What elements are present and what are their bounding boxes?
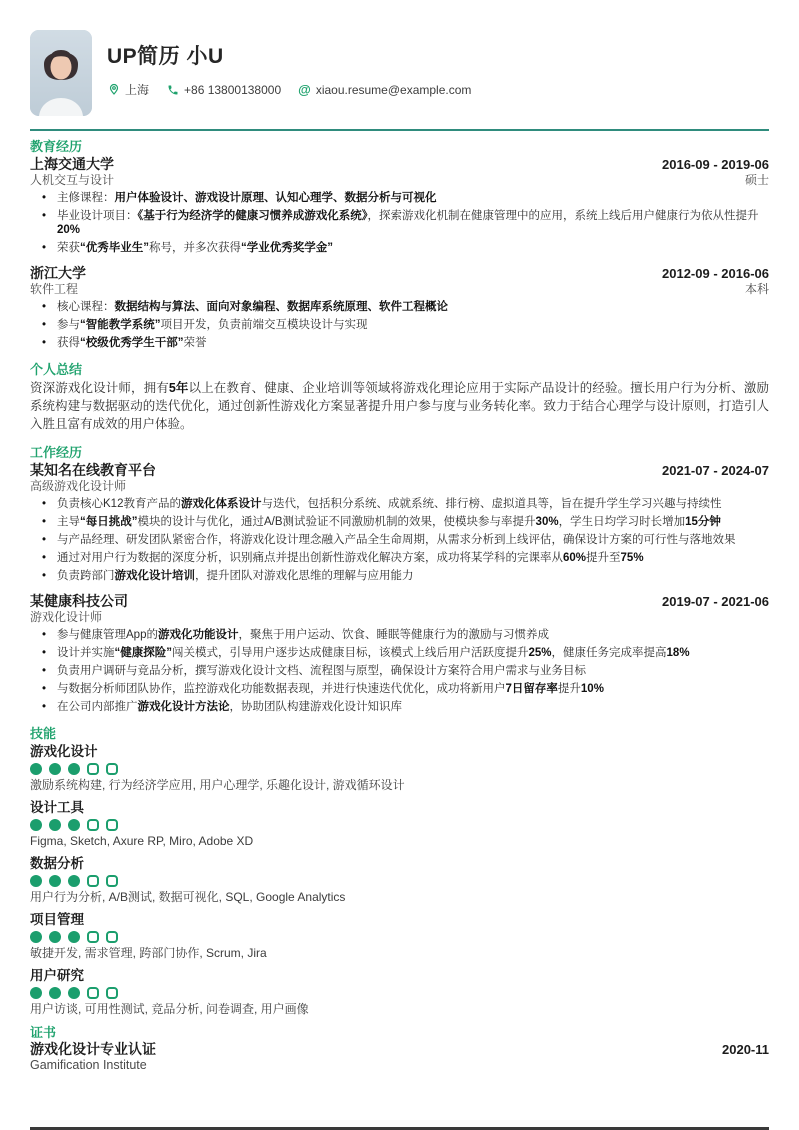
skill-dot-empty: [106, 931, 118, 943]
text-segment: ，提升团队对游戏化思维的理解与应用能力: [195, 570, 414, 582]
degree-label: 本科: [744, 282, 769, 296]
skill-dot-filled: [49, 763, 61, 775]
text-segment: 与数据分析师团队协作，监控游戏化功能数据表现，并进行快速迭代优化，成功将新用户: [57, 683, 506, 695]
skill-dot-filled: [30, 819, 42, 831]
text-segment: 通过对用户行为数据的深度分析，识别痛点并提出创新性游戏化解决方案，成功将某学科的完课率从: [57, 552, 563, 564]
role-label: 高级游戏化设计师: [30, 479, 127, 493]
text-segment: 以上在教育、健康、企业培训等领域将游戏化理论应用于实际产品设计的经验。擅长用户行为分析、激励系统构建与数据驱动的迭代优化，通过创新性游戏化方案显著提升用户参与度与业务转化率。致力于结合心理学与设计原则，打造引人入胜且富有成效的用户体验。: [30, 381, 769, 431]
date-range: 2019-07 - 2021-06: [662, 594, 769, 609]
text-segment: 参与健康管理App的: [57, 629, 158, 641]
emphasis-text: 18%: [666, 647, 690, 659]
phone-text: +86 13800138000: [184, 82, 282, 97]
contact-location: [107, 81, 149, 98]
company-name: 某健康科技公司: [30, 593, 128, 609]
skill-level-dots: [30, 875, 769, 887]
emphasis-text: “优秀毕业生”: [80, 242, 149, 254]
skill-keywords: 激励系统构建, 行为经济学应用, 用户心理学, 乐趣化设计, 游戏循环设计: [30, 778, 405, 792]
bullet-item: [57, 497, 769, 511]
location-pin-icon: [107, 83, 120, 96]
text-segment: ，学生日均学习时长增加: [558, 516, 686, 528]
summary-paragraph: [30, 379, 769, 433]
resume-header: [30, 0, 769, 116]
text-segment: ，探索游戏化机制在健康管理中的应用，系统上线后用户健康行为依从性提升: [367, 210, 759, 222]
skill-dot-empty: [87, 875, 99, 887]
certificate-name: 游戏化设计专业认证: [30, 1041, 156, 1057]
text-segment: 闯关模式，引导用户逐步达成健康目标，该模式上线后用户活跃度提升: [172, 647, 529, 659]
header-divider: [30, 129, 769, 131]
emphasis-text: 用户体验设计、游戏设计原理、认知心理学、数据分析与可视化: [114, 192, 437, 204]
bullet-item: [57, 191, 769, 205]
skill-item: [30, 967, 769, 1017]
text-segment: ，健康任务完成率提高: [551, 647, 667, 659]
text-segment: 参与: [57, 319, 80, 331]
bullet-item: [57, 241, 769, 255]
skill-name: 游戏化设计: [30, 744, 98, 759]
bullet-item: [57, 569, 769, 583]
skill-dot-filled: [68, 987, 80, 999]
emphasis-text: “智能教学系统”: [80, 319, 161, 331]
section-work: [30, 445, 769, 714]
skill-dot-empty: [87, 819, 99, 831]
section-title-work: 工作经历: [30, 445, 83, 460]
education-entry: [30, 265, 769, 350]
skill-dot-filled: [30, 875, 42, 887]
skill-dot-filled: [49, 875, 61, 887]
section-title-education: 教育经历: [30, 139, 83, 154]
skill-level-dots: [30, 987, 769, 999]
emphasis-text: 10%: [580, 683, 604, 695]
emphasis-text: 7日留存率: [505, 683, 558, 695]
text-segment: 负责用户调研与竞品分析，撰写游戏化设计文档、流程图与原型，确保设计方案符合用户需求与业务目标: [57, 665, 586, 677]
skill-level-dots: [30, 763, 769, 775]
date-range: 2012-09 - 2016-06: [662, 266, 769, 281]
bullet-item: [57, 533, 769, 547]
skill-keywords: 用户行为分析, A/B测试, 数据可视化, SQL, Google Analytics: [30, 890, 346, 904]
skill-keywords: 用户访谈, 可用性测试, 竞品分析, 问卷调查, 用户画像: [30, 1002, 309, 1016]
skill-keywords: 敏捷开发, 需求管理, 跨部门协作, Scrum, Jira: [30, 946, 267, 960]
phone-icon: [166, 83, 179, 96]
emphasis-text: 游戏化体系设计: [180, 498, 262, 510]
bullet-list: [30, 300, 769, 350]
skill-dot-filled: [49, 819, 61, 831]
text-segment: 主导: [57, 516, 80, 528]
company-name: 某知名在线教育平台: [30, 462, 156, 478]
work-entry: [30, 462, 769, 583]
emphasis-text: 游戏化设计培训: [114, 570, 195, 582]
skill-dot-filled: [68, 763, 80, 775]
text-segment: ，聚焦于用户运动、饮食、睡眠等健康行为的激励与习惯养成: [238, 629, 549, 641]
text-segment: 提升: [557, 683, 581, 695]
bullet-item: [57, 682, 769, 696]
text-segment: 模块的设计与优化，通过A/B测试验证不同激励机制的效果，使模块参与率提升: [137, 516, 536, 528]
section-certificates: [30, 1025, 769, 1073]
emphasis-text: 20%: [57, 224, 81, 236]
skill-item: [30, 743, 769, 793]
emphasis-text: 75%: [620, 552, 644, 564]
text-segment: 负责核心K12教育产品的: [57, 498, 181, 510]
emphasis-text: “健康探险”: [114, 647, 172, 659]
skill-dot-filled: [30, 763, 42, 775]
degree-label: 硕士: [744, 173, 769, 187]
location-text: 上海: [125, 83, 150, 97]
bullet-item: [57, 300, 769, 314]
skill-item: [30, 799, 769, 849]
contact-phone: [166, 83, 281, 97]
skill-dot-filled: [49, 931, 61, 943]
skill-level-dots: [30, 819, 769, 831]
text-segment: 毕业设计项目：: [57, 210, 138, 222]
text-segment: 主修课程：: [57, 192, 115, 204]
emphasis-text: 25%: [528, 647, 552, 659]
text-segment: 与产品经理、研发团队紧密合作，将游戏化设计理念融入产品全生命周期，从需求分析到上线评估，确保设计方案的可行性与落地效果: [57, 534, 736, 546]
skill-name: 数据分析: [30, 856, 84, 871]
candidate-name: UP简历 小U: [107, 45, 224, 68]
text-segment: 资深游戏化设计师，拥有: [30, 381, 169, 395]
bullet-item: [57, 646, 769, 660]
skill-level-dots: [30, 931, 769, 943]
skill-dot-empty: [106, 819, 118, 831]
education-entry: [30, 156, 769, 255]
text-segment: 核心课程：: [57, 301, 115, 313]
emphasis-text: 《基于行为经济学的健康习惯养成游戏化系统》: [137, 210, 368, 222]
text-segment: ，协助团队构建游戏化设计知识库: [229, 701, 402, 713]
bullet-list: [30, 191, 769, 255]
school-name: 上海交通大学: [30, 156, 114, 172]
contact-email: [298, 83, 471, 97]
emphasis-text: “学业优秀奖学金”: [241, 242, 333, 254]
text-segment: 在公司内部推广: [57, 701, 138, 713]
date-range: 2016-09 - 2019-06: [662, 157, 769, 172]
at-sign-icon: @: [298, 82, 311, 97]
text-segment: 获得: [57, 337, 80, 349]
text-segment: 项目开发，负责前端交互模块设计与实现: [160, 319, 368, 331]
text-segment: 提升至: [586, 552, 621, 564]
bullet-list: [30, 497, 769, 583]
emphasis-text: 15分钟: [685, 516, 721, 528]
skill-dot-empty: [87, 931, 99, 943]
skill-dot-filled: [30, 987, 42, 999]
emphasis-text: 游戏化功能设计: [157, 629, 239, 641]
emphasis-text: 游戏化设计方法论: [137, 701, 230, 713]
skill-dot-empty: [87, 763, 99, 775]
skill-name: 设计工具: [30, 800, 84, 815]
skill-name: 用户研究: [30, 968, 84, 983]
bullet-item: [57, 209, 769, 237]
emphasis-text: 数据结构与算法、面向对象编程、数据库系统原理、软件工程概论: [114, 301, 448, 313]
school-name: 浙江大学: [30, 265, 86, 281]
section-title-summary: 个人总结: [30, 362, 83, 377]
emphasis-text: “校级优秀学生干部”: [80, 337, 184, 349]
section-summary: [30, 362, 769, 433]
bullet-item: [57, 664, 769, 678]
skill-dot-empty: [106, 763, 118, 775]
contact-row: [107, 81, 471, 98]
certificate-date: 2020-11: [722, 1042, 769, 1057]
emphasis-text: “每日挑战”: [80, 516, 138, 528]
section-education: [30, 139, 769, 350]
section-title-skills: 技能: [30, 726, 57, 741]
text-segment: 荣誉: [183, 337, 207, 349]
text-segment: 与迭代，包括积分系统、成就系统、排行榜、虚拟道具等，旨在提升学生学习兴趣与持续性: [261, 498, 722, 510]
skill-item: [30, 911, 769, 961]
text-segment: 称号，并多次获得: [149, 242, 241, 254]
work-entry: [30, 593, 769, 714]
certificate-entry: [30, 1041, 769, 1073]
text-segment: 荣获: [57, 242, 80, 254]
skill-dot-filled: [68, 931, 80, 943]
skill-dot-filled: [49, 987, 61, 999]
major-label: 人机交互与设计: [30, 173, 115, 187]
skill-dot-empty: [106, 875, 118, 887]
header-text-block: [107, 30, 471, 116]
bullet-item: [57, 336, 769, 350]
email-text: xiaou.resume@example.com: [315, 82, 472, 97]
skill-dot-filled: [68, 875, 80, 887]
emphasis-text: 30%: [535, 516, 559, 528]
bullet-item: [57, 515, 769, 529]
bullet-item: [57, 700, 769, 714]
major-label: 软件工程: [30, 282, 79, 296]
bullet-list: [30, 628, 769, 714]
bullet-item: [57, 628, 769, 642]
date-range: 2021-07 - 2024-07: [662, 463, 769, 478]
section-skills: [30, 726, 769, 1017]
bullet-item: [57, 551, 769, 565]
text-segment: 负责跨部门: [57, 570, 115, 582]
skill-dot-empty: [106, 987, 118, 999]
bullet-item: [57, 318, 769, 332]
skill-dot-filled: [30, 931, 42, 943]
skill-keywords: Figma, Sketch, Axure RP, Miro, Adobe XD: [30, 834, 254, 848]
skill-item: [30, 855, 769, 905]
emphasis-text: 60%: [563, 552, 587, 564]
text-segment: 设计并实施: [57, 647, 115, 659]
role-label: 游戏化设计师: [30, 610, 103, 624]
certificate-issuer: Gamification Institute: [30, 1058, 147, 1072]
skill-dot-empty: [87, 987, 99, 999]
skill-dot-filled: [68, 819, 80, 831]
profile-photo: [30, 30, 92, 116]
skill-name: 项目管理: [30, 912, 84, 927]
section-title-certificates: 证书: [30, 1025, 57, 1040]
emphasis-text: 5年: [168, 381, 189, 395]
